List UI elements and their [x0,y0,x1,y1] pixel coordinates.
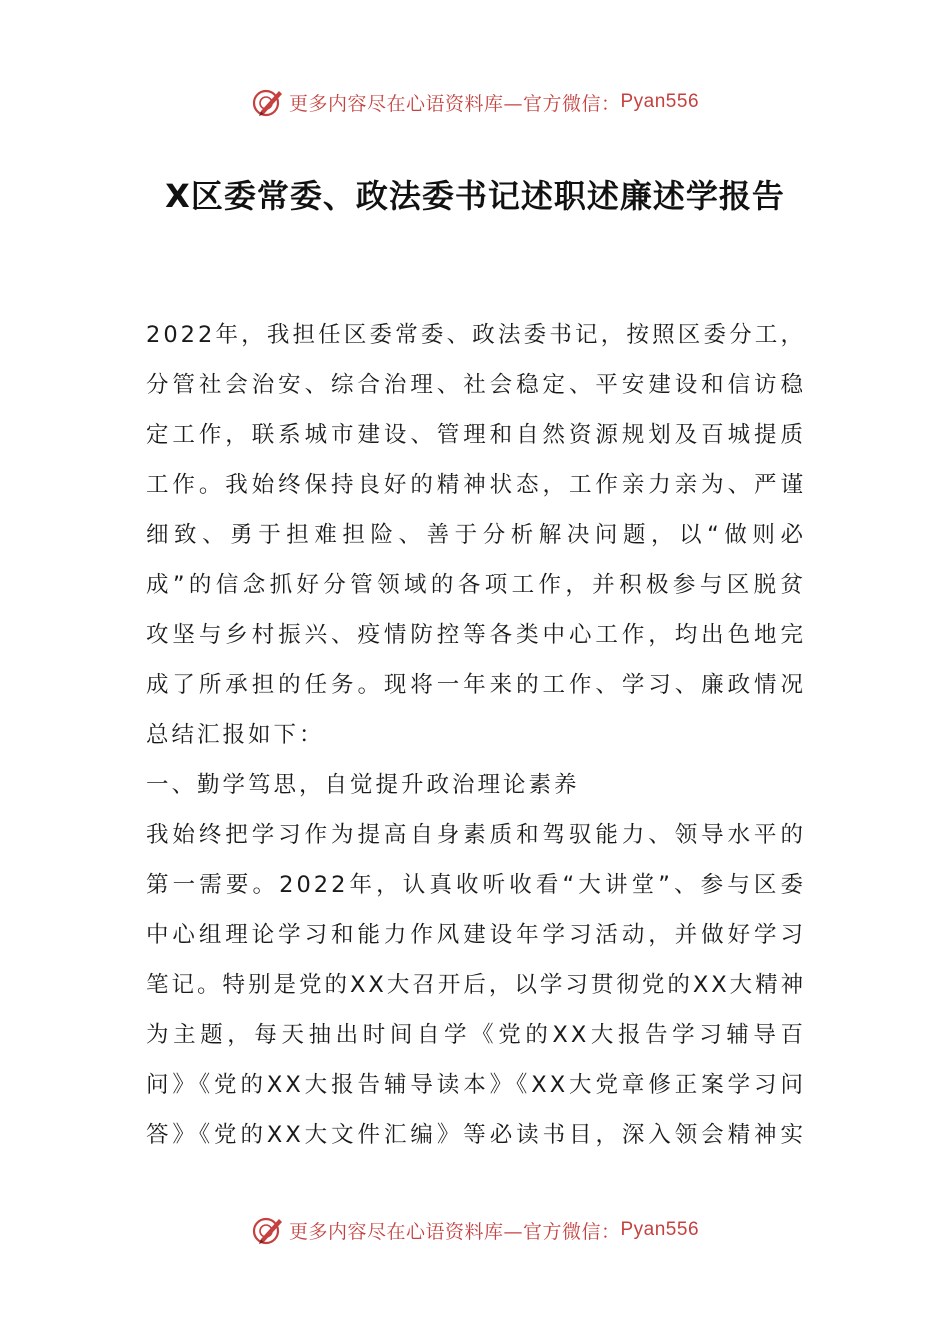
body-line: 为主题，每天抽出时间自学《党的XX大报告学习辅导百 [146,1022,806,1048]
document-title: X区委常委、政法委书记述职述廉述学报告 [165,177,785,215]
footer-watermark-text: 更多内容尽在心语资料库—官方微信： [288,1220,621,1243]
body-line: 2022年，我担任区委常委、政法委书记，按照区委分工， [146,322,806,348]
footer-wechat-id: Pyan556 [620,1219,700,1240]
body-line: 总结汇报如下： [146,722,325,748]
body-line: 成”的信念抓好分管领域的各项工作，并积极参与区脱贫 [146,572,806,598]
body-line: 答》《党的XX大文件汇编》等必读书目，深入领会精神实 [146,1122,806,1148]
body-line: 攻坚与乡村振兴、疫情防控等各类中心工作，均出色地完 [146,622,806,648]
body-line: 成了所承担的任务。现将一年来的工作、学习、廉政情况 [146,672,806,698]
body-line: 定工作，联系城市建设、管理和自然资源规划及百城提质 [146,422,806,448]
header-watermark [0,82,950,122]
body-line: 分管社会治安、综合治理、社会稳定、平安建设和信访稳 [146,372,806,398]
body-line: 笔记。特别是党的XX大召开后，以学习贯彻党的XX大精神 [146,972,807,998]
header-watermark-text: 更多内容尽在心语资料库—官方微信： [288,92,621,115]
section-heading: 一、勤学笃思，自觉提升政治理论素养 [146,772,580,798]
body-line: 中心组理论学习和能力作风建设年学习活动，并做好学习 [146,922,806,948]
body-line: 我始终把学习作为提高自身素质和驾驭能力、领导水平的 [146,822,806,848]
header-wechat-id: Pyan556 [620,91,700,112]
body-line: 问》《党的XX大报告辅导读本》《XX大党章修正案学习问 [146,1072,806,1098]
body-line: 第一需要。2022年，认真收听收看“大讲堂”、参与区委 [146,872,806,898]
body-line: 细致、勇于担难担险、善于分析解决问题，以“做则必 [146,522,806,548]
footer-watermark [0,1210,950,1250]
body-line: 工作。我始终保持良好的精神状态，工作亲力亲为、严谨 [146,472,806,498]
pen-circle-icon [251,1213,285,1247]
document-body [146,310,806,1160]
pen-circle-icon [251,85,285,119]
